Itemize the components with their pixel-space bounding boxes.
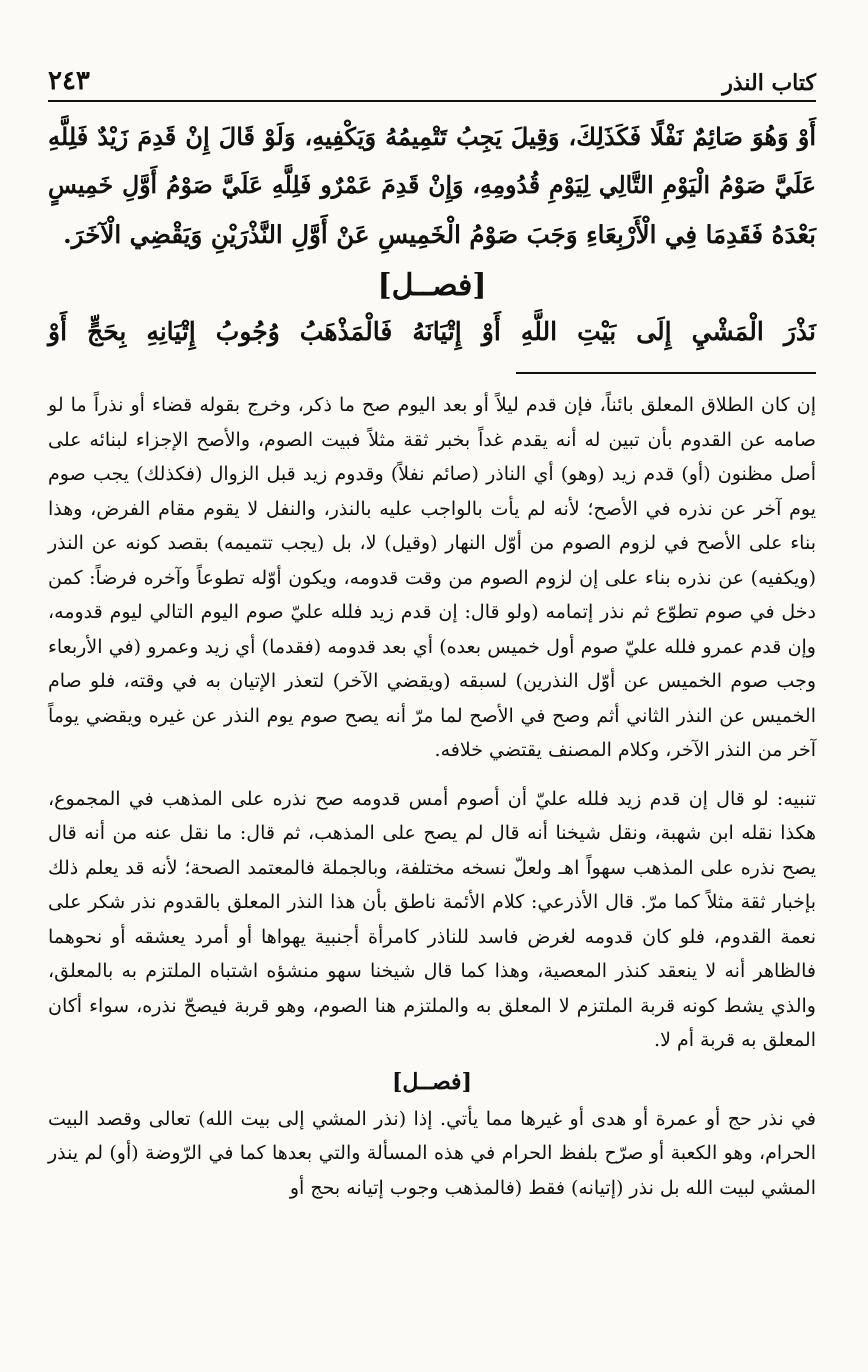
sharh-commentary-block — [48, 388, 816, 1205]
commentary-paragraph: إن كان الطلاق المعلق بائناً، فإن قدم ليلاً أو بعد اليوم صح ما ذكر، وخرج بقوله قضاء أو نذراً ما لو صامه عن القدوم بأن تبين له أنه يقدم غداً بخبر ثقة مثلاً فبيت الصوم، والأصح الإجزاء لبنائه على أصل مظنون (أو) قدم زيد (وهو) أي الناذر (صائم نفلاً) وقدوم زيد قبل الزوال (فكذلك) يجب صوم يوم آخر عن نذره في الأصح؛ لأنه لم يأت بالواجب عليه بالنذر، والنفل لا يقوم مقام الفرض، وهذا بناء على الأصح في لزوم الصوم من أوّل النهار (وقيل) لا، بل (يجب تتميمه) بقصد كونه عن النذر (ويكفيه) عن نذره بناء على إن لزوم الصوم من وقت قدومه، ويكون أوّله تطوعاً وآخره فرضاً: كمن دخل في صوم تطوّع ثم نذر إتمامه (ولو قال: إن قدم زيد فلله عليّ صوم اليوم التالي ليوم قدومه، وإن قدم عمرو فلله عليّ صوم أول خميس بعده) أي بعد قدومه (فقدما) أي زيد وعمرو (في الأربعاء وجب صوم الخميس عن أوّل النذرين) لسبقه (ويقضي الآخر) لتعذر الإتيان به في وقته، فلو صام الخميس عن النذر الثاني أثم وصح في الأصح لما مرّ أنه يصح صوم يوم النذر عن غيره ويقضي يوماً آخر من النذر الآخر، وكلام المصنف يقتضي خلافه. — [48, 394, 816, 761]
matn-sharh-divider — [516, 372, 816, 374]
commentary-paragraph: في نذر حج أو عمرة أو هدى أو غيرها مما يأتي. إذا (نذر المشي إلى بيت الله) تعالى وقصد البيت الحرام، وهو الكعبة أو صرّح بلفظ الحرام في هذه المسألة والتي بعدها كما في الرّوضة (أو) لم ينذر المشي لبيت الله بل نذر (إتيانه) فقط (فالمذهب وجوب إتيانه بحج أو — [48, 1107, 816, 1199]
tanbih-paragraph: تنبيه: لو قال إن قدم زيد فلله عليّ أن أصوم أمس قدومه صح نذره على المذهب في المجموع، هكذا نقله ابن شهبة، ونقل شيخنا أنه قال لم يصح على المذهب، ثم قال: ما نقل عنه من أنه قال يصح نذره على المذهب سهواً اهـ ولعلّ نسخه مختلفة، وبالجملة فالمعتمد الصحة؛ لأنه قد يعلم ذلك بإخبار ثقة مثلاً كما مرّ. قال الأذرعي: كلام الأئمة ناطق بأن هذا النذر المعلق بالقدوم نذر شكر على نعمة القدوم، فلو كان قدومه لغرض فاسد للناذر كامرأة أجنبية يهواها أو أمرد يعشقه أو نحوهما فالظاهر أنه لا ينعقد كنذر المعصية، وهذا كما قال شيخنا سهو منشؤه اشتباه الملتزم به بالمعلق، والذي يشط كونه قربة الملتزم لا المعلق به والملتزم هنا الصوم، وهو قربة فيصحّ نذره، سواء أكان المعلق به قربة أم لا. — [48, 787, 816, 1051]
matn-line: عَلَيَّ صَوْمُ الْيَوْمِ التَّالِي لِيَوْمِ قُدُومِهِ، وَإِنْ قَدِمَ عَمْرٌو فَلِلَّهِ عَلَيَّ صَوْمُ أَوَّلِ خَمِيسٍ — [48, 171, 816, 199]
matn-line: نَذْرَ الْمَشْيِ إِلَى بَيْتِ اللَّهِ أَوْ إِتْيَانَهُ فَالْمَذْهَبُ وُجُوبُ إِتْيَانِهِ بِحَجٍّ أَوْ — [48, 317, 816, 346]
page-header — [48, 58, 816, 102]
running-title: كتاب النذر — [722, 70, 816, 96]
fasl-heading: [فصــل] — [377, 268, 487, 303]
matn-line: أَوْ وَهُوَ صَائِمٌ نَفْلًا فَكَذَلِكَ، وَقِيلَ يَجِبُ تَتْمِيمُهُ وَيَكْفِيهِ، وَلَوْ قَالَ إِنْ قَدِمَ زَيْدٌ فَلِلَّهِ — [48, 122, 816, 151]
matn-line: بَعْدَهُ فَقَدِمَا فِي الْأَرْبِعَاءِ وَجَبَ صَوْمُ الْخَمِيسِ عَنْ أَوَّلِ النَّذْرَيْنِ وَيَقْضِي الْآخَرَ. — [63, 220, 816, 249]
matn-text-block — [48, 112, 816, 356]
fasl-heading-small: [فصــل] — [392, 1068, 472, 1095]
page-number: ٢٤٣ — [48, 66, 90, 96]
